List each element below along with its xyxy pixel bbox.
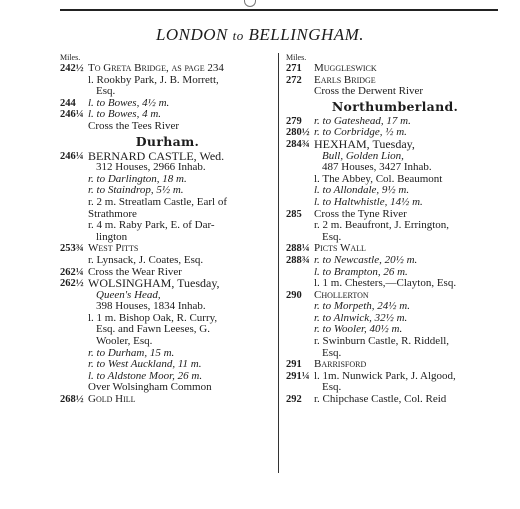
entry-text: Esq. [96,85,116,98]
route-entry [286,336,504,348]
top-rule [60,9,498,11]
route-entry [60,336,275,348]
entry-text: r. to Gateshead, 17 m. [314,114,411,127]
entry-text: Esq. and Fawn Leeses, G. [96,323,210,336]
mileage: 244 [60,97,76,109]
route-entry [286,136,504,151]
mileage [60,232,88,244]
miles-header: Miles. [286,53,307,62]
entry-text: l. 1 m. Bishop Oak, R. Curry, [88,311,218,324]
entry-text: r. to Wooler, 40½ m. [314,323,403,336]
mileage [60,371,88,383]
title-from: LONDON [155,25,228,44]
mileage: 246¼ [60,109,84,121]
mileage: 292 [286,394,302,406]
mileage: 242½ [60,63,84,74]
right-column [286,52,504,406]
mileage [286,313,314,325]
mileage: 268½ [60,394,84,406]
county-heading: Durham. [135,133,200,149]
mileage [286,278,314,290]
entry-text: r. Lynsack, J. Coates, Esq. [88,253,204,266]
entry-text: r. 4 m. Raby Park, E. of Dar- [88,219,215,232]
entry-text: r. to Staindrop, 5½ m. [88,184,184,197]
entry-text: r. to Alnwick, 32½ m. [314,311,408,324]
mileage [60,382,88,394]
mileage [60,220,88,232]
route-entry [60,197,275,209]
entry-text: l. to Haltwhistle, 14½ m. [314,195,423,208]
entry-text: BERNARD CASTLE, Wed. [88,148,225,163]
entry-text: r. to Morpeth, 24½ m. [314,300,410,313]
mileage: 246¼ [60,150,84,162]
mileage: 291¼ [286,370,310,382]
mileage [60,348,88,360]
route-entry [286,278,504,290]
mileage [60,301,88,313]
mileage [60,336,88,348]
column-divider [278,53,279,473]
mileage [286,197,314,209]
mileage [60,359,88,371]
route-entry [286,394,504,406]
title-dest: BELLINGHAM. [248,25,365,44]
entry-text: Chollerton [314,288,369,301]
entry-text: Picts Wall [314,242,366,255]
top-ornament [244,0,256,7]
mileage [286,174,314,186]
mileage: 272 [286,74,302,86]
entry-text: 312 Houses, 2966 Inhab. [96,161,206,174]
mileage [286,185,314,197]
route-entry [60,75,275,87]
entry-text: Cross the Wear River [88,265,182,278]
entry-text: l. to Bowes, 4 m. [88,108,162,121]
entry-text: l. 1m. Nunwick Park, J. Algood, [314,369,456,382]
mileage [60,121,88,133]
entry-text: r. Swinburn Castle, R. Riddell, [314,335,450,348]
entry-text: Barrisford [314,358,367,371]
page-title [0,25,520,45]
mileage [286,162,314,174]
mileage [286,336,314,348]
mileage: 271 [286,63,302,74]
entry-text: r. 2 m. Beaufront, J. Errington, [314,219,450,232]
miles-header: Miles. [60,53,81,62]
entry-text: Esq. [322,230,342,243]
mileage [60,185,88,197]
mileage [286,324,314,336]
mileage: 279 [286,115,302,127]
route-entry [60,278,275,290]
mileage: 285 [286,208,302,220]
route-entry [60,220,275,232]
route-entry [60,255,275,267]
route-entry [60,324,275,336]
entry-text: Queen's Head, [96,288,161,301]
entry-text: r. to Corbridge, ½ m. [314,126,407,139]
entry-text: Over Wolsingham Common [88,381,212,394]
entry-text: WOLSINGHAM, Tuesday, [88,276,220,291]
entry-text: Muggleswick [314,62,377,74]
entry-text: West Pitts [88,242,139,255]
left-column [60,52,275,406]
route-entry [286,255,504,267]
route-entry [286,162,504,174]
entry-text: l. 1 m. Chesters,—Clayton, Esq. [314,277,457,290]
mileage [286,232,314,244]
entry-text: To Greta Bridge, as page 234 [88,62,224,74]
entry-text: Bull, Golden Lion, [322,149,404,162]
entry-text: l. to Bowes, 4½ m. [88,96,170,109]
entry-text: r. to Darlington, 18 m. [88,172,187,185]
mileage [60,75,88,87]
mileage [286,151,314,163]
mileage: 284¾ [286,138,310,150]
mileage [60,313,88,325]
entry-text: 487 Houses, 3427 Inhab. [322,161,432,174]
entry-text: l. Rookby Park, J. B. Morrett, [88,73,219,86]
route-entry [60,63,275,75]
entry-text: Cross the Derwent River [314,85,424,98]
title-to: to [232,28,244,43]
route-entry [60,394,275,406]
entry-text: Cross the Tyne River [314,207,407,220]
entry-text: l. to Brampton, 26 m. [314,265,408,278]
mileage [286,301,314,313]
entry-text: Esq. [322,346,342,359]
route-entry [286,371,504,383]
mileage [286,348,314,360]
mileage [286,267,314,279]
entry-text: Strathmore [88,207,137,220]
mileage: 280½ [286,127,310,139]
mileage: 253¾ [60,243,84,255]
mileage [286,86,314,98]
mileage: 290 [286,289,302,301]
county-heading: Northumberland. [331,98,459,114]
mileage [286,220,314,232]
mileage: 262½ [60,278,84,290]
mileage: 288¾ [286,254,310,266]
mileage [60,197,88,209]
mileage: 262¼ [60,266,84,278]
mileage [60,174,88,186]
entry-text: r. 2 m. Streatlam Castle, Earl of [88,195,227,208]
entry-text: r. to West Auckland, 11 m. [88,358,202,371]
mileage [60,209,88,221]
entry-text: l. The Abbey, Col. Beaumont [314,172,443,185]
entry-text: r. Chipchase Castle, Col. Reid [314,393,447,406]
entry-text: l. to Aldstone Moor, 26 m. [88,369,203,382]
mileage [60,162,88,174]
entry-text: lington [96,230,128,243]
mileage [60,86,88,98]
route-entry [60,121,275,133]
route-entry [286,63,504,75]
entry-text: r. to Newcastle, 20½ m. [314,253,418,266]
mileage [60,290,88,302]
route-entry [286,86,504,98]
entry-text: Cross the Tees River [88,119,179,132]
mileage [60,255,88,267]
entry-text: Earls Bridge [314,73,376,86]
entry-text: HEXHAM, Tuesday, [314,136,415,151]
entry-text: 398 Houses, 1834 Inhab. [96,300,206,313]
mileage: 288¼ [286,243,310,255]
entry-text: Wooler, Esq. [96,335,153,348]
mileage [286,382,314,394]
route-entry [60,162,275,174]
route-entry [286,220,504,232]
entry-text: Esq. [322,381,342,394]
entry-text: l. to Allondale, 9½ m. [314,184,410,197]
mileage: 291 [286,359,302,371]
entry-text: r. to Durham, 15 m. [88,346,175,359]
route-entry [286,197,504,209]
entry-text: Gold Hill [88,393,136,406]
mileage [60,324,88,336]
